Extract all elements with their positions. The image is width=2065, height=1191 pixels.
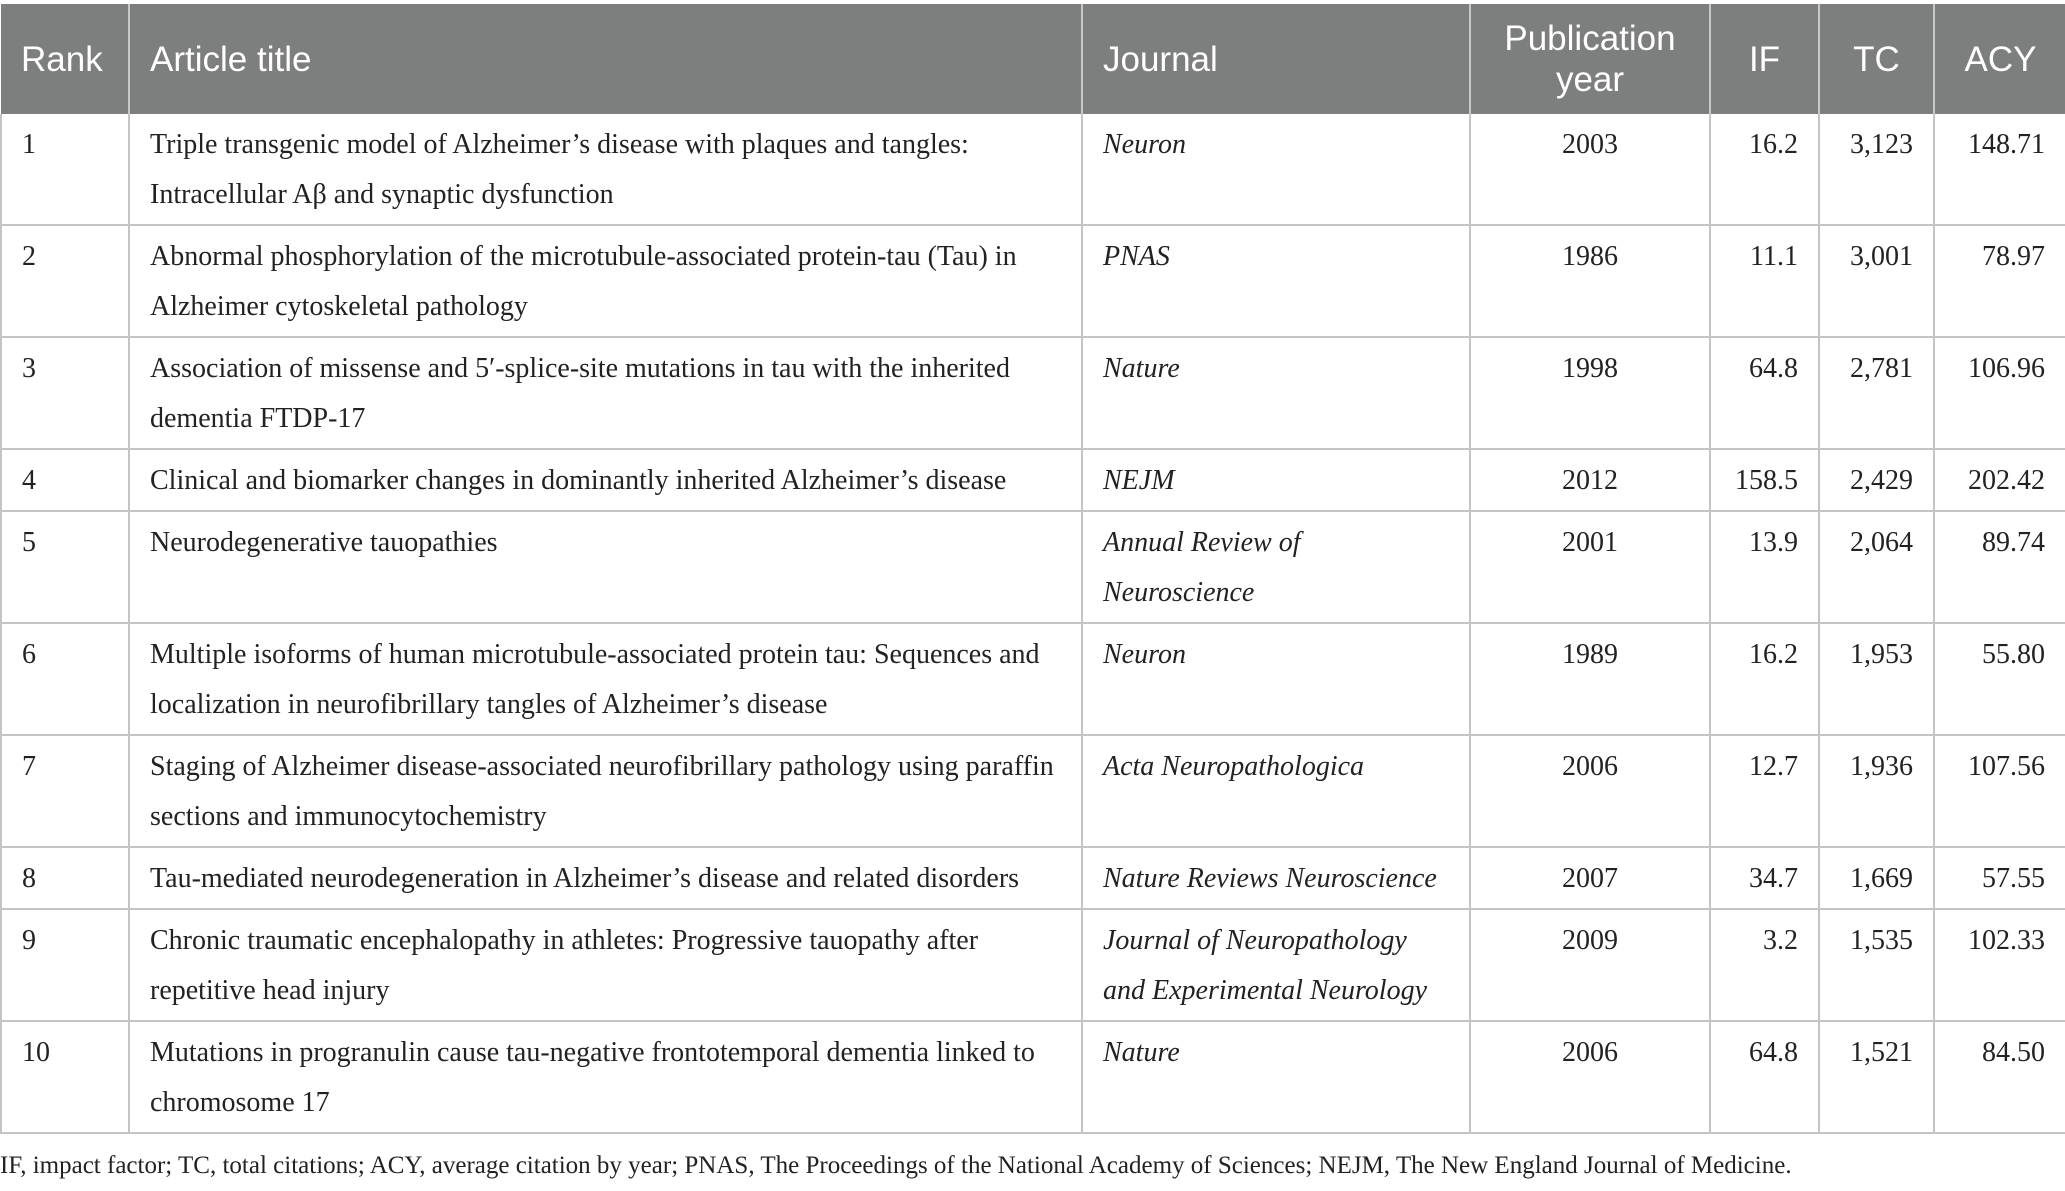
cell-article-title: Multiple isoforms of human microtubule-associated protein tau: Sequences and localization in neurofibrillary tangles of Alzheimer’s disease bbox=[129, 623, 1082, 735]
cell-total-citations: 1,953 bbox=[1819, 623, 1934, 735]
cell-rank: 10 bbox=[1, 1021, 129, 1133]
cell-rank: 3 bbox=[1, 337, 129, 449]
cell-impact-factor: 3.2 bbox=[1710, 909, 1819, 1021]
table-row bbox=[1, 735, 2065, 847]
cell-rank: 8 bbox=[1, 847, 129, 909]
header-impact-factor: IF bbox=[1710, 4, 1819, 114]
cell-publication-year: 2007 bbox=[1470, 847, 1710, 909]
cell-publication-year: 1989 bbox=[1470, 623, 1710, 735]
cell-journal: Nature bbox=[1082, 1021, 1470, 1133]
cell-journal: Nature Reviews Neuroscience bbox=[1082, 847, 1470, 909]
cell-article-title: Neurodegenerative tauopathies bbox=[129, 511, 1082, 623]
cell-impact-factor: 16.2 bbox=[1710, 623, 1819, 735]
header-average-citation-by-year: ACY bbox=[1934, 4, 2065, 114]
cell-average-citation-by-year: 106.96 bbox=[1934, 337, 2065, 449]
cell-impact-factor: 16.2 bbox=[1710, 114, 1819, 225]
cell-journal: Nature bbox=[1082, 337, 1470, 449]
cell-impact-factor: 12.7 bbox=[1710, 735, 1819, 847]
cell-average-citation-by-year: 102.33 bbox=[1934, 909, 2065, 1021]
table-row bbox=[1, 337, 2065, 449]
cell-average-citation-by-year: 55.80 bbox=[1934, 623, 2065, 735]
header-rank: Rank bbox=[21, 39, 103, 79]
cell-average-citation-by-year: 57.55 bbox=[1934, 847, 2065, 909]
cell-total-citations: 2,064 bbox=[1819, 511, 1934, 623]
cell-total-citations: 2,429 bbox=[1819, 449, 1934, 511]
cell-total-citations: 1,521 bbox=[1819, 1021, 1934, 1133]
cell-average-citation-by-year: 107.56 bbox=[1934, 735, 2065, 847]
table-row bbox=[1, 623, 2065, 735]
cell-total-citations: 3,001 bbox=[1819, 225, 1934, 337]
cell-article-title: Triple transgenic model of Alzheimer’s disease with plaques and tangles: Intracellular Aβ and synaptic dysfunction bbox=[129, 114, 1082, 225]
cell-total-citations: 1,535 bbox=[1819, 909, 1934, 1021]
cell-impact-factor: 64.8 bbox=[1710, 1021, 1819, 1133]
cell-publication-year: 2009 bbox=[1470, 909, 1710, 1021]
table-row bbox=[1, 225, 2065, 337]
cell-rank: 9 bbox=[1, 909, 129, 1021]
cell-journal: Neuron bbox=[1082, 623, 1470, 735]
table-header-row bbox=[1, 4, 2065, 114]
cell-publication-year: 2012 bbox=[1470, 449, 1710, 511]
cell-article-title: Staging of Alzheimer disease-associated neurofibrillary pathology using paraffin sections and immunocytochemistry bbox=[129, 735, 1082, 847]
table-row bbox=[1, 511, 2065, 623]
cell-article-title: Mutations in progranulin cause tau-negative frontotemporal dementia linked to chromosome 17 bbox=[129, 1021, 1082, 1133]
cell-publication-year: 2001 bbox=[1470, 511, 1710, 623]
cell-average-citation-by-year: 202.42 bbox=[1934, 449, 2065, 511]
cell-impact-factor: 11.1 bbox=[1710, 225, 1819, 337]
articles-table-container bbox=[0, 4, 2065, 1134]
cell-article-title: Association of missense and 5′-splice-site mutations in tau with the inherited dementia FTDP-17 bbox=[129, 337, 1082, 449]
cell-impact-factor: 34.7 bbox=[1710, 847, 1819, 909]
top-cited-articles-table bbox=[0, 4, 2065, 1134]
cell-article-title: Chronic traumatic encephalopathy in athletes: Progressive tauopathy after repetitive head injury bbox=[129, 909, 1082, 1021]
cell-publication-year: 1998 bbox=[1470, 337, 1710, 449]
table-body bbox=[1, 114, 2065, 1133]
cell-journal: Acta Neuropathologica bbox=[1082, 735, 1470, 847]
header-total-citations: TC bbox=[1819, 4, 1934, 114]
table-row bbox=[1, 1021, 2065, 1133]
cell-average-citation-by-year: 148.71 bbox=[1934, 114, 2065, 225]
header-article-title: Article title bbox=[129, 4, 1082, 114]
cell-rank: 6 bbox=[1, 623, 129, 735]
table-row bbox=[1, 909, 2065, 1021]
cell-impact-factor: 64.8 bbox=[1710, 337, 1819, 449]
table-row bbox=[1, 847, 2065, 909]
cell-rank: 7 bbox=[1, 735, 129, 847]
table-row bbox=[1, 114, 2065, 225]
table-row bbox=[1, 449, 2065, 511]
cell-article-title: Clinical and biomarker changes in dominantly inherited Alzheimer’s disease bbox=[129, 449, 1082, 511]
cell-journal: Annual Review of Neuroscience bbox=[1082, 511, 1470, 623]
cell-publication-year: 2006 bbox=[1470, 735, 1710, 847]
cell-publication-year: 2006 bbox=[1470, 1021, 1710, 1133]
cell-publication-year: 1986 bbox=[1470, 225, 1710, 337]
header-publication-year: Publication year bbox=[1470, 4, 1710, 114]
cell-article-title: Tau-mediated neurodegeneration in Alzheimer’s disease and related disorders bbox=[129, 847, 1082, 909]
cell-journal: Journal of Neuropathology and Experimental Neurology bbox=[1082, 909, 1470, 1021]
cell-impact-factor: 13.9 bbox=[1710, 511, 1819, 623]
cell-average-citation-by-year: 84.50 bbox=[1934, 1021, 2065, 1133]
cell-total-citations: 2,781 bbox=[1819, 337, 1934, 449]
cell-article-title: Abnormal phosphorylation of the microtubule-associated protein-tau (Tau) in Alzheimer cytoskeletal pathology bbox=[129, 225, 1082, 337]
cell-total-citations: 1,669 bbox=[1819, 847, 1934, 909]
cell-average-citation-by-year: 78.97 bbox=[1934, 225, 2065, 337]
cell-total-citations: 1,936 bbox=[1819, 735, 1934, 847]
table-footnote: IF, impact factor; TC, total citations; ACY, average citation by year; PNAS, The Proceedings of the National Academy of Sciences; NEJM, The New England Journal of Medicine. bbox=[0, 1152, 1792, 1179]
cell-rank: 4 bbox=[1, 449, 129, 511]
cell-total-citations: 3,123 bbox=[1819, 114, 1934, 225]
cell-rank: 1 bbox=[1, 114, 129, 225]
header-journal: Journal bbox=[1082, 4, 1470, 114]
cell-average-citation-by-year: 89.74 bbox=[1934, 511, 2065, 623]
cell-journal: NEJM bbox=[1082, 449, 1470, 511]
cell-publication-year: 2003 bbox=[1470, 114, 1710, 225]
cell-journal: PNAS bbox=[1082, 225, 1470, 337]
cell-rank: 5 bbox=[1, 511, 129, 623]
cell-journal: Neuron bbox=[1082, 114, 1470, 225]
cell-rank: 2 bbox=[1, 225, 129, 337]
cell-impact-factor: 158.5 bbox=[1710, 449, 1819, 511]
